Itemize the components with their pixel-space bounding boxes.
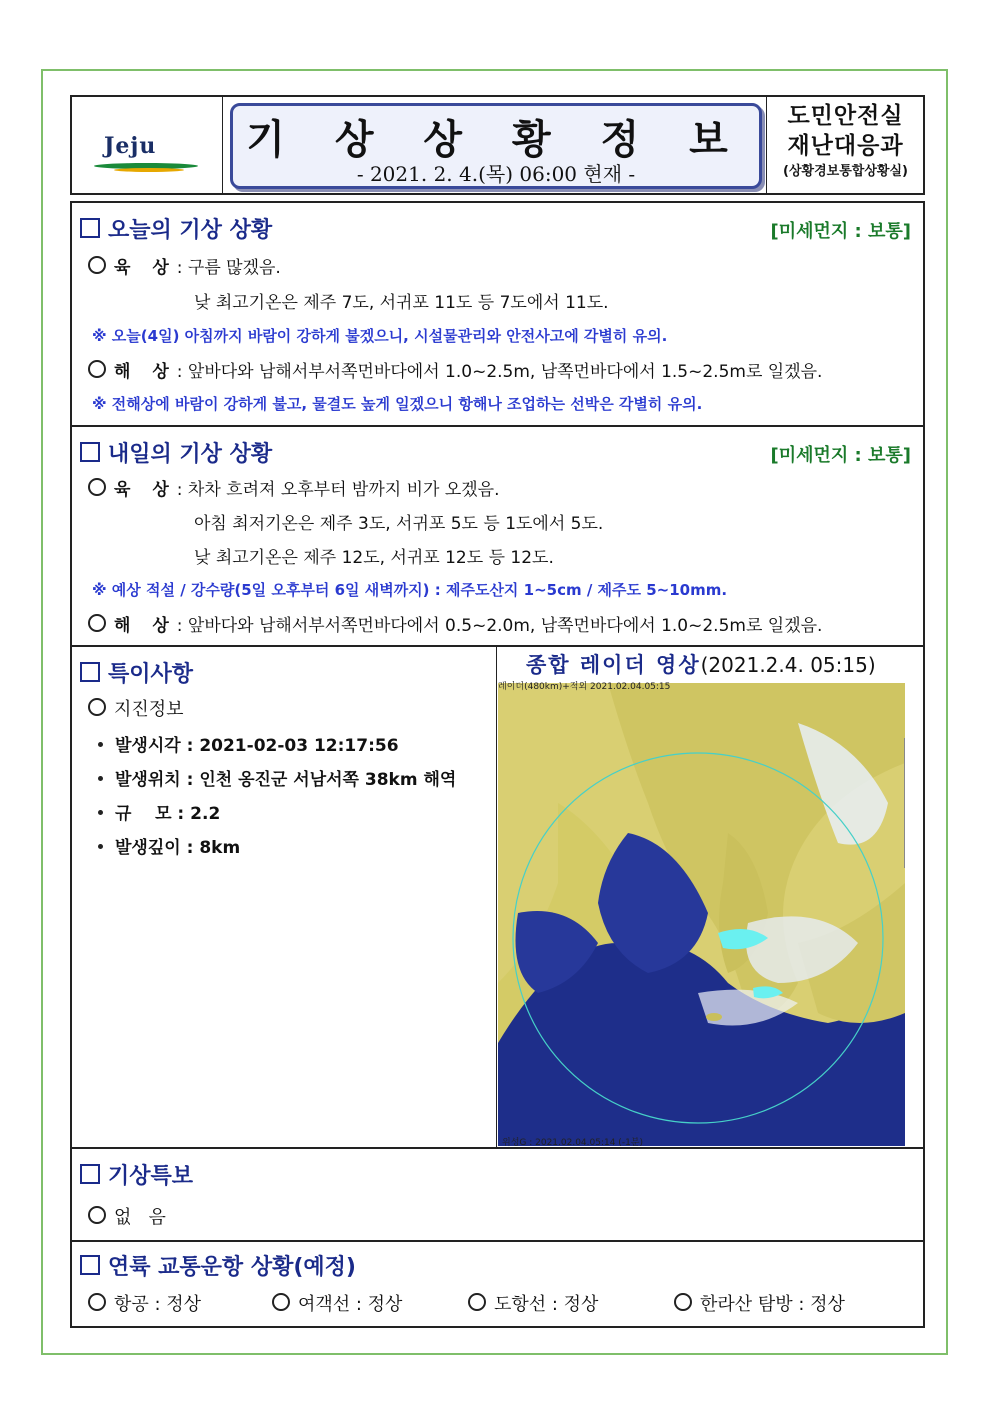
today-land: 육 상: 구름 많겠음. — [88, 253, 281, 278]
jeju-logo: Jeju — [104, 133, 157, 159]
today-dust: [미세먼지 : 보통] — [770, 221, 911, 242]
today-note-1: ※ 오늘(4일) 아침까지 바람이 강하게 불겠으니, 시설물관리와 안전사고에 각별히 유의. — [92, 327, 668, 345]
special-title: 특이사항 — [80, 657, 193, 688]
circle-bullet-icon — [674, 1293, 692, 1311]
circle-bullet-icon — [88, 360, 106, 378]
checkbox-icon — [80, 442, 100, 462]
radar-map-svg — [498, 683, 905, 1146]
warning-section — [70, 1147, 925, 1242]
circle-bullet-icon — [88, 698, 106, 716]
logo-cell — [72, 97, 223, 193]
weather-report — [70, 95, 925, 1328]
transport-title: 연륙 교통운항 상황(예정) — [80, 1250, 356, 1281]
quake-location: 발생위치 : 인천 옹진군 서남서쪽 38km 해역 — [98, 765, 456, 790]
circle-bullet-icon — [272, 1293, 290, 1311]
tomorrow-dust: [미세먼지 : 보통] — [770, 445, 911, 466]
circle-bullet-icon — [88, 478, 106, 496]
tomorrow-sea: 해 상: 앞바다와 남해서부서쪽먼바다에서 0.5~2.0m, 남쪽먼바다에서 1.0~2.5m로 일겠음. — [88, 611, 822, 636]
tomorrow-title: 내일의 기상 상황 — [80, 437, 272, 468]
org-name-2: 재난대응과 — [787, 133, 904, 159]
tomorrow-note: ※ 예상 적설 / 강수량(5일 오후부터 6일 새벽까지) : 제주도산지 1~5cm / 제주도 5~10mm. — [92, 581, 728, 599]
quake-magnitude: 규 모 : 2.2 — [98, 799, 220, 824]
radar-caption: 레이더(480km)+적외 2021.02.04.05:15 — [498, 682, 671, 692]
org-name-3: (상황경보통합상황실) — [783, 164, 908, 179]
checkbox-icon — [80, 1164, 100, 1184]
checkbox-icon — [80, 218, 100, 238]
today-title: 오늘의 기상 상황 — [80, 213, 272, 244]
tomorrow-land-max: 낮 최고기온은 제주 12도, 서귀포 12도 등 12도. — [194, 548, 554, 568]
warning-value: 없 음 — [88, 1203, 166, 1229]
quake-depth: 발생깊이 : 8km — [98, 833, 240, 858]
quake-heading: 지진정보 — [88, 695, 184, 721]
transport-ferry: 여객선 : 정상 — [272, 1290, 402, 1316]
checkbox-icon — [80, 1255, 100, 1275]
today-sea: 해 상: 앞바다와 남해서부서쪽먼바다에서 1.0~2.5m, 남쪽먼바다에서 1.5~2.5m로 일겠음. — [88, 357, 822, 382]
transport-section — [70, 1240, 925, 1328]
logo-swoosh-yellow — [114, 168, 184, 172]
circle-bullet-icon — [88, 256, 106, 274]
title-box — [230, 103, 762, 189]
tomorrow-section — [70, 425, 925, 647]
org-name-1: 도민안전실 — [787, 103, 904, 129]
transport-air: 항공 : 정상 — [88, 1290, 201, 1316]
quake-time: 발생시각 : 2021-02-03 12:17:56 — [98, 731, 399, 756]
tomorrow-land-min: 아침 최저기온은 제주 3도, 서귀포 5도 등 1도에서 5도. — [194, 514, 604, 534]
organization-cell — [766, 97, 924, 193]
tomorrow-land: 육 상: 차차 흐려져 오후부터 밤까지 비가 오겠음. — [88, 475, 500, 500]
today-section — [70, 201, 925, 427]
warning-title: 기상특보 — [80, 1159, 193, 1190]
today-note-2: ※ 전해상에 바람이 강하게 불고, 물결도 높게 일겠으니 항해나 조업하는 선박은 각별히 유의. — [92, 395, 703, 413]
circle-bullet-icon — [88, 1293, 106, 1311]
special-section — [70, 645, 925, 1149]
circle-bullet-icon — [88, 614, 106, 632]
radar-title: 종합 레이더 영상(2021.2.4. 05:15) — [526, 653, 876, 677]
report-title: 기 상 상 황 정 보 — [246, 116, 746, 163]
transport-island-ferry: 도항선 : 정상 — [468, 1290, 598, 1316]
radar-footer: 위성G : 2021.02.04.05:14 (-1분) — [502, 1138, 643, 1148]
report-header — [70, 95, 925, 195]
report-date: - 2021. 2. 4.(목) 06:00 현재 - — [356, 162, 636, 186]
radar-image — [498, 683, 905, 1146]
today-land-temp: 낮 최고기온은 제주 7도, 서귀포 11도 등 7도에서 11도. — [194, 293, 609, 313]
circle-bullet-icon — [468, 1293, 486, 1311]
checkbox-icon — [80, 662, 100, 682]
circle-bullet-icon — [88, 1206, 106, 1224]
transport-hallasan: 한라산 탐방 : 정상 — [674, 1290, 845, 1316]
column-divider — [496, 647, 497, 1147]
